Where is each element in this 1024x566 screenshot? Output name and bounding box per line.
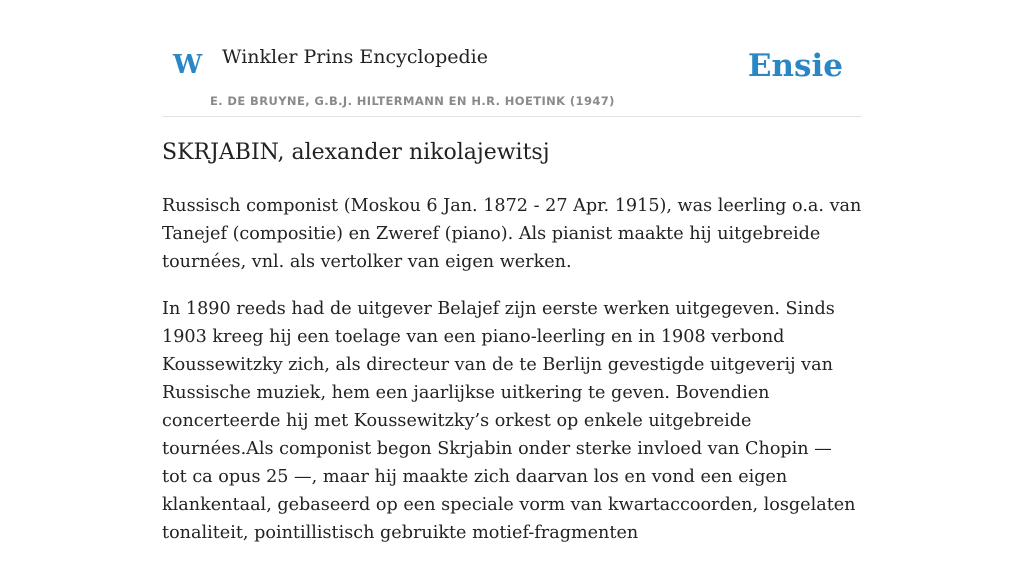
site-title: Winkler Prins Encyclopedie (222, 46, 488, 68)
authors-line: E. DE BRUYNE, G.B.J. HILTERMANN EN H.R. HOETINK (1947) (210, 94, 615, 108)
ensie-logo-link[interactable]: Ensie (747, 48, 843, 84)
article-title: SKRJABIN, alexander nikolajewitsj (162, 140, 550, 165)
winkler-prins-logo: W (173, 50, 203, 80)
article-paragraph-1: Russisch componist (Moskou 6 Jan. 1872 - 27 Apr. 1915), was leerling o.a. van Tanejef (compositie) en Zweref (piano). Als pianist maakte hij uitgebreide tournées, vnl. als vertolker van eigen werken. (162, 196, 862, 272)
article-body (162, 192, 862, 566)
site-header (162, 0, 862, 117)
article-paragraph-2: In 1890 reeds had de uitgever Belajef zijn eerste werken uitgegeven. Sinds 1903 kreeg hij een toelage van een piano-leerling en in 1908 verbond Koussewitzky zich, als directeur van de te Berlijn gevestigde uitgeverij van Russische muziek, hem een jaarlijkse uitkering te geven. Bovendien concerteerde hij met Koussewitzky’s orkest op enkele uitgebreide tournées.Als componist begon Skrjabin onder sterke invloed van Chopin — tot ca opus 25 —, maar hij maakte zich daarvan los en vond een eigen klankentaal, gebaseerd op een speciale vorm van kwartaccoorden, losgelaten tonaliteit, pointillistisch gebruikte motief-fragmenten (162, 299, 856, 543)
